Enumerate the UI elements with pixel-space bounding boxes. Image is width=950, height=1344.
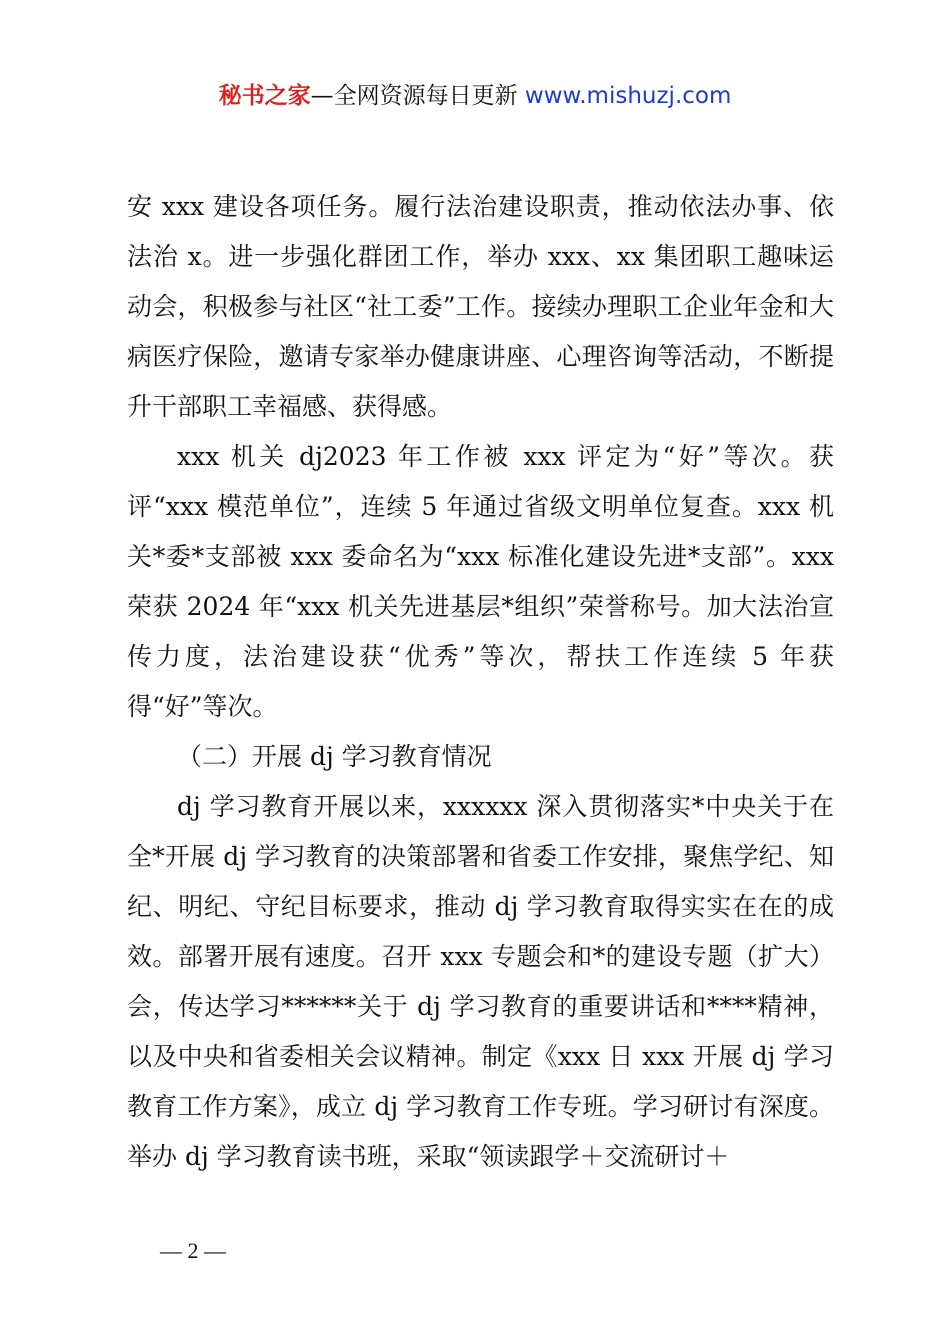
- section-heading: （二）开展 dj 学习教育情况: [177, 742, 492, 771]
- paragraph-study-education: dj 学习教育开展以来，xxxxxx 深入贯彻落实*中央关于在全*开展 dj 学习教育的决策部署和省委工作安排，聚焦学纪、知纪、明纪、守纪目标要求，推动 dj 学习教育取得实实在在的成效。部署开展有速度。召开 xxx 专题会和*的建设专题（扩大）会，传达学习******关于 dj 学习教育的重要讲话和****精神，以及中央和省委相关会议精神。制定《xxx 日 xxx 开展 dj 学习教育工作方案》，成立 dj 学习教育工作专班。学习研讨有深度。举办 dj 学习教育读书班，采取“领读跟学＋交流研讨＋: [127, 792, 834, 1171]
- paragraph-continuation: 安 xxx 建设各项任务。履行法治建设职责，推动依法办事、依法治 x。进一步强化群团工作，举办 xxx、xx 集团职工趣味运动会，积极参与社区“社工委”工作。接续办理职工企业年金和大病医疗保险，邀请专家举办健康讲座、心理咨询等活动，不断提升干部职工幸福感、获得感。: [127, 192, 834, 421]
- site-url[interactable]: www.mishuzj.com: [524, 83, 732, 109]
- site-tagline: —全网资源每日更新: [310, 83, 525, 109]
- paragraph-achievements: xxx 机关 dj2023 年工作被 xxx 评定为“好”等次。获评“xxx 模范单位”，连续 5 年通过省级文明单位复查。xxx 机关*委*支部被 xxx 委命名为“xxx 标准化建设先进*支部”。xxx 荣获 2024 年“xxx 机关先进基层*组织”荣誉称号。加大法治宣传力度，法治建设获“优秀”等次，帮扶工作连续 5 年获得“好”等次。: [127, 442, 834, 721]
- site-brand: 秘书之家: [218, 83, 311, 109]
- document-body: [127, 182, 834, 1182]
- page-number: — 2 —: [160, 1238, 226, 1263]
- site-header: [0, 80, 950, 112]
